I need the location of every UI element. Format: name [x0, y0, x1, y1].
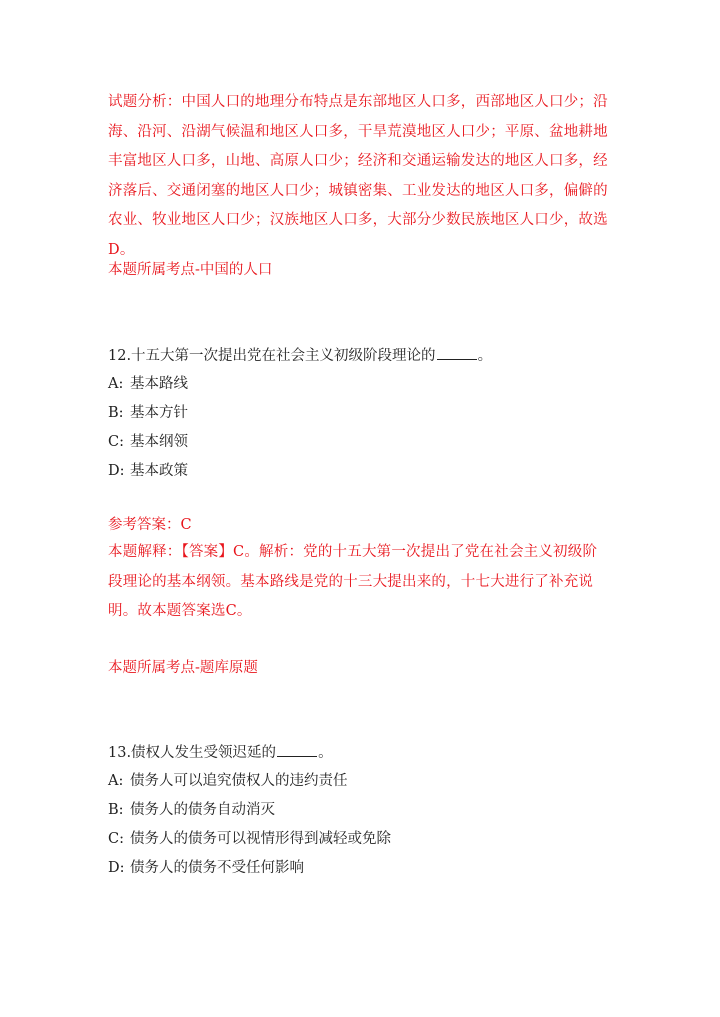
option-letter: C: — [108, 434, 124, 450]
option-letter: D: — [108, 463, 125, 479]
option-d — [108, 858, 304, 878]
option-d — [108, 461, 188, 481]
option-text: 基本政策 — [130, 463, 188, 479]
option-text: 债务人可以追究债权人的违约责任 — [130, 773, 348, 789]
option-letter: C: — [108, 831, 124, 847]
question-stem-end: 。 — [318, 745, 333, 761]
option-c — [108, 432, 188, 452]
analysis-paragraph: 试题分析：中国人口的地理分布特点是东部地区人口多，西部地区人口少；沿海、沿河、沿湖气候温和地区人口多，干旱荒漠地区人口少；平原、盆地耕地丰富地区人口多，山地、高原人口少；经济和交通运输发达的地区人口多，经济落后、交通闭塞的地区人口少；城镇密集、工业发达的地区人口多，偏僻的农业、牧业地区人口少；汉族地区人口多，大部分少数民族地区人口少，故选D。 — [108, 94, 608, 258]
reference-answer: 参考答案：C — [108, 517, 192, 533]
answer-blank — [437, 345, 477, 360]
option-letter: D: — [108, 860, 125, 876]
explanation-paragraph: 本题解释：【答案】C。解析：党的十五大第一次提出了党在社会主义初级阶段理论的基本纲领。基本路线是党的十三大提出来的，十七大进行了补充说明。故本题答案选C。 — [108, 544, 598, 619]
answer-blank — [277, 742, 317, 757]
question-stem-text: 13.债权人发生受领迟延的 — [108, 745, 277, 761]
option-a — [108, 374, 188, 394]
option-text: 基本纲领 — [130, 434, 188, 450]
option-letter: B: — [108, 405, 124, 421]
option-text: 债务人的债务不受任何影响 — [130, 860, 304, 876]
question-13-stem — [108, 742, 333, 763]
option-a — [108, 771, 348, 791]
option-letter: A: — [108, 376, 124, 392]
option-b — [108, 800, 275, 820]
option-b — [108, 403, 188, 423]
question-12-stem — [108, 345, 492, 366]
question-stem-text: 12.十五大第一次提出党在社会主义初级阶段理论的 — [108, 348, 436, 364]
topic-label: 本题所属考点-中国的人口 — [108, 262, 273, 278]
option-text: 债务人的债务可以视情形得到减轻或免除 — [130, 831, 391, 847]
question-stem-end: 。 — [477, 348, 493, 364]
option-letter: A: — [108, 773, 124, 789]
option-text: 债务人的债务自动消灭 — [130, 802, 275, 818]
option-text: 基本方针 — [130, 405, 188, 421]
option-c — [108, 829, 391, 849]
option-text: 基本路线 — [130, 376, 188, 392]
topic-label: 本题所属考点-题库原题 — [108, 660, 258, 676]
option-letter: B: — [108, 802, 124, 818]
